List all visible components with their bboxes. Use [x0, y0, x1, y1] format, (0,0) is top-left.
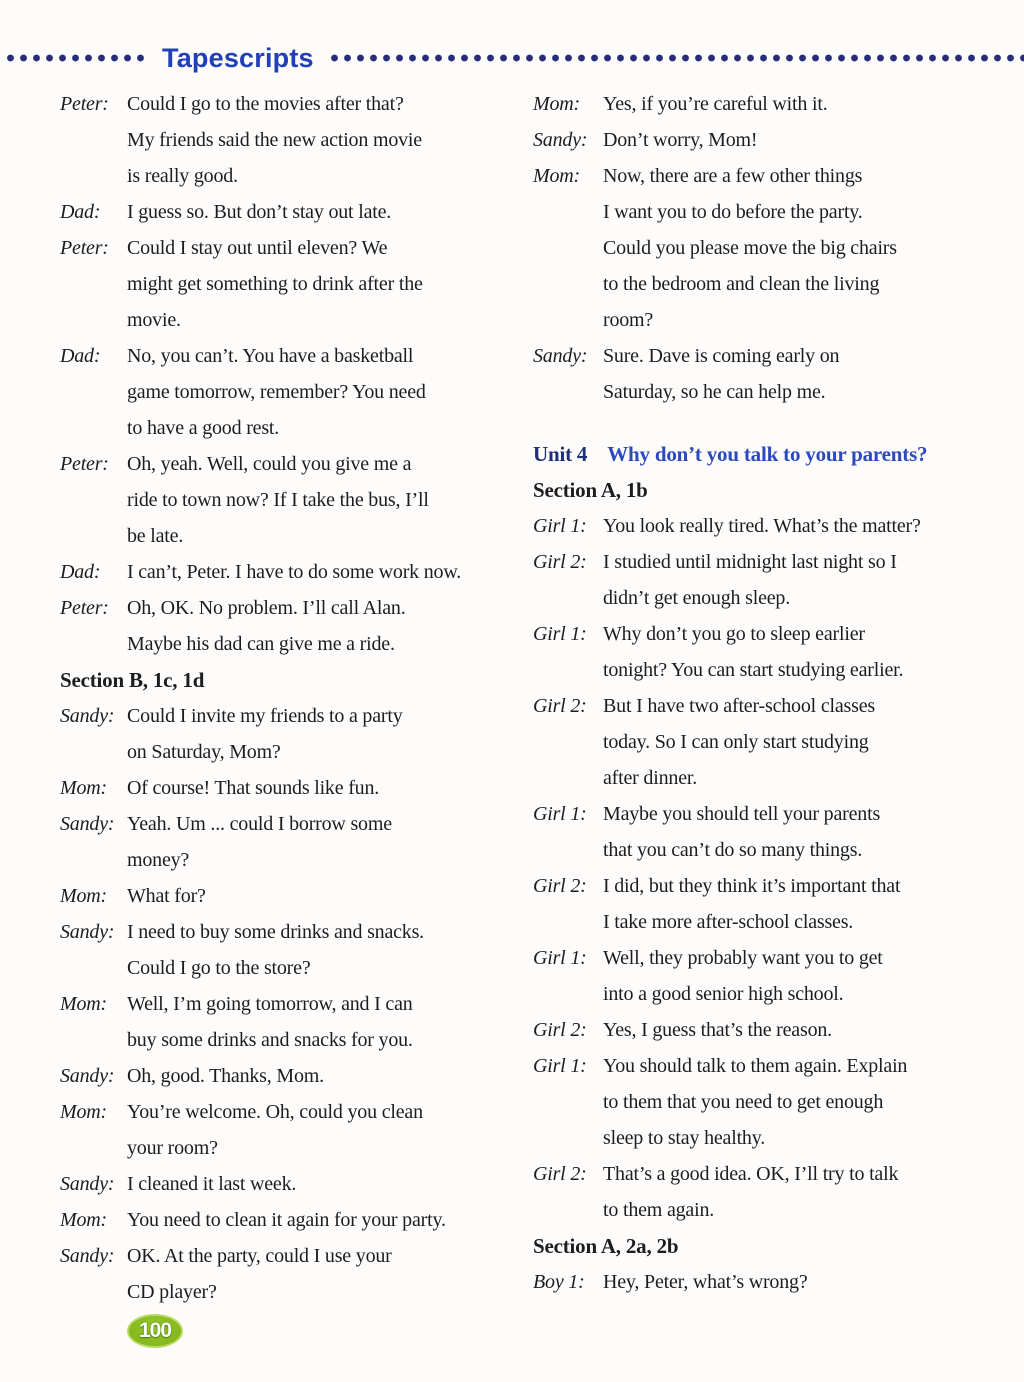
- dialog-line: on Saturday, Mom?: [127, 741, 281, 763]
- dialog-line: Saturday, so he can help me.: [603, 381, 826, 403]
- dialog-lines: [603, 1156, 1003, 1228]
- dialog-turn: [60, 698, 508, 770]
- dialog-lines: [127, 194, 508, 230]
- speaker-label: Girl 1:: [533, 623, 587, 645]
- right-column: [533, 86, 1003, 1300]
- dialog-line: after dinner.: [603, 767, 698, 789]
- dialog-line: My friends said the new action movie: [127, 129, 422, 151]
- page-title: Tapescripts: [162, 42, 314, 73]
- dialog-lines: [603, 940, 1003, 1012]
- dialog-turn: [60, 230, 508, 338]
- dialog-turn: [533, 796, 1003, 868]
- dialog-line: I need to buy some drinks and snacks.: [127, 921, 424, 943]
- dialog-lines: [603, 1048, 1003, 1156]
- speaker-label: Peter:: [60, 237, 109, 259]
- dialog-turn: [60, 194, 508, 230]
- section-heading: Section B, 1c, 1d: [60, 668, 205, 692]
- speaker-label: Girl 2:: [533, 695, 587, 717]
- dialog-lines: [127, 1202, 508, 1238]
- dialog-turn: [533, 616, 1003, 688]
- speaker-label: Girl 1:: [533, 803, 587, 825]
- speaker-label: Mom:: [60, 1209, 107, 1231]
- dialog-lines: [127, 590, 508, 662]
- speaker-label: Girl 2:: [533, 875, 587, 897]
- dialog-line: Could you please move the big chairs: [603, 237, 897, 259]
- dialog-turn: [60, 446, 508, 554]
- dialog-lines: [603, 122, 1003, 158]
- dialog-turn: [60, 914, 508, 986]
- dialog-turn: [60, 590, 508, 662]
- column-spacer: [533, 410, 1003, 436]
- dialog-line: I want you to do before the party.: [603, 201, 863, 223]
- page-header: [4, 42, 1024, 74]
- unit-heading: [533, 436, 1003, 472]
- dialog-turn: [533, 1264, 1003, 1300]
- dialog-line: money?: [127, 849, 190, 871]
- unit-number: Unit 4: [533, 442, 588, 466]
- speaker-label: Girl 2:: [533, 551, 587, 573]
- left-column: [60, 86, 508, 1310]
- speaker-label: Sandy:: [60, 921, 115, 943]
- speaker-label: Girl 1:: [533, 1055, 587, 1077]
- dialog-turn: [533, 122, 1003, 158]
- dialog-line: Could I go to the movies after that?: [127, 93, 404, 115]
- unit-title: Why don’t you talk to your parents?: [607, 442, 928, 466]
- dialog-line: Don’t worry, Mom!: [603, 129, 758, 151]
- dialog-lines: [603, 86, 1003, 122]
- dialog-line: OK. At the party, could I use your: [127, 1245, 392, 1267]
- dialog-line: Yes, if you’re careful with it.: [603, 93, 828, 115]
- speaker-label: Mom:: [60, 993, 107, 1015]
- dialog-line: Could I go to the store?: [127, 957, 311, 979]
- dialog-line: to them that you need to get enough: [603, 1091, 884, 1113]
- dialog-line: Well, they probably want you to get: [603, 947, 883, 969]
- speaker-label: Mom:: [60, 1101, 107, 1123]
- dialog-line: You should talk to them again. Explain: [603, 1055, 908, 1077]
- dialog-lines: [127, 1238, 508, 1310]
- dialog-line: What for?: [127, 885, 206, 907]
- dialog-turn: [60, 878, 508, 914]
- dialog-line: I did, but they think it’s important that: [603, 875, 901, 897]
- dialog-line: game tomorrow, remember? You need: [127, 381, 426, 403]
- dialog-line: Could I invite my friends to a party: [127, 705, 403, 727]
- speaker-label: Girl 2:: [533, 1019, 587, 1041]
- dialog-line: be late.: [127, 525, 184, 547]
- dialog-line: I take more after-school classes.: [603, 911, 854, 933]
- dialog-lines: [127, 986, 508, 1058]
- dialog-turn: [60, 1238, 508, 1310]
- dialog-turn: [60, 86, 508, 194]
- dialog-line: Yes, I guess that’s the reason.: [603, 1019, 832, 1041]
- dotted-rule-left: [4, 53, 146, 63]
- speaker-label: Sandy:: [533, 345, 588, 367]
- dialog-line: buy some drinks and snacks for you.: [127, 1029, 413, 1051]
- dialog-lines: [127, 446, 508, 554]
- dialog-line: I guess so. But don’t stay out late.: [127, 201, 392, 223]
- speaker-label: Boy 1:: [533, 1271, 585, 1293]
- speaker-label: Peter:: [60, 453, 109, 475]
- dialog-turn: [533, 86, 1003, 122]
- speaker-label: Sandy:: [60, 1245, 115, 1267]
- dialog-lines: [127, 338, 508, 446]
- dialog-line: room?: [603, 309, 654, 331]
- speaker-label: Peter:: [60, 93, 109, 115]
- dialog-lines: [127, 914, 508, 986]
- dialog-line: You look really tired. What’s the matter?: [603, 515, 921, 537]
- dialog-line: Well, I’m going tomorrow, and I can: [127, 993, 413, 1015]
- dialog-line: Oh, yeah. Well, could you give me a: [127, 453, 412, 475]
- speaker-label: Dad:: [60, 201, 101, 223]
- speaker-label: Dad:: [60, 345, 101, 367]
- dialog-turn: [60, 770, 508, 806]
- speaker-label: Girl 2:: [533, 1163, 587, 1185]
- dialog-turn: [533, 508, 1003, 544]
- dialog-line: didn’t get enough sleep.: [603, 587, 791, 609]
- dialog-turn: [533, 158, 1003, 338]
- dialog-turn: [60, 1058, 508, 1094]
- dotted-rule-right: [328, 53, 1024, 63]
- dialog-line: I can’t, Peter. I have to do some work now.: [127, 561, 462, 583]
- page-number-badge: 100: [127, 1314, 183, 1348]
- speaker-label: Mom:: [533, 165, 580, 187]
- speaker-label: Sandy:: [533, 129, 588, 151]
- speaker-label: Sandy:: [60, 813, 115, 835]
- dialog-line: But I have two after-school classes: [603, 695, 875, 717]
- dialog-line: Why don’t you go to sleep earlier: [603, 623, 865, 645]
- dialog-turn: [60, 986, 508, 1058]
- dialog-lines: [127, 1166, 508, 1202]
- dialog-line: is really good.: [127, 165, 238, 187]
- dialog-lines: [603, 688, 1003, 796]
- dialog-line: Yeah. Um ... could I borrow some: [127, 813, 392, 835]
- dialog-lines: [127, 878, 508, 914]
- section-heading: Section A, 2a, 2b: [533, 1234, 679, 1258]
- dialog-turn: [533, 1048, 1003, 1156]
- dialog-line: that you can’t do so many things.: [603, 839, 863, 861]
- dialog-line: Maybe you should tell your parents: [603, 803, 881, 825]
- dialog-turn: [533, 688, 1003, 796]
- dialog-line: CD player?: [127, 1281, 217, 1303]
- section-heading: Section A, 1b: [533, 478, 648, 502]
- speaker-label: Mom:: [60, 777, 107, 799]
- dialog-line: Sure. Dave is coming early on: [603, 345, 840, 367]
- dialog-line: That’s a good idea. OK, I’ll try to talk: [603, 1163, 899, 1185]
- dialog-lines: [127, 806, 508, 878]
- dialog-turn: [533, 868, 1003, 940]
- dialog-turn: [533, 1012, 1003, 1048]
- speaker-label: Mom:: [60, 885, 107, 907]
- dialog-turn: [60, 554, 508, 590]
- dialog-lines: [127, 554, 508, 590]
- dialog-line: I studied until midnight last night so I: [603, 551, 897, 573]
- dialog-turn: [60, 1166, 508, 1202]
- dialog-line: into a good senior high school.: [603, 983, 844, 1005]
- dialog-lines: [603, 1012, 1003, 1048]
- dialog-turn: [533, 338, 1003, 410]
- speaker-label: Mom:: [533, 93, 580, 115]
- dialog-lines: [127, 698, 508, 770]
- dialog-line: your room?: [127, 1137, 218, 1159]
- dialog-turn: [60, 1202, 508, 1238]
- dialog-turn: [533, 1156, 1003, 1228]
- dialog-lines: [603, 796, 1003, 868]
- dialog-lines: [603, 616, 1003, 688]
- dialog-lines: [127, 770, 508, 806]
- speaker-label: Sandy:: [60, 1065, 115, 1087]
- dialog-lines: [127, 1094, 508, 1166]
- dialog-lines: [603, 544, 1003, 616]
- dialog-turn: [533, 544, 1003, 616]
- dialog-turn: [60, 806, 508, 878]
- dialog-lines: [603, 158, 1003, 338]
- dialog-line: You need to clean it again for your party.: [127, 1209, 446, 1231]
- dialog-line: to have a good rest.: [127, 417, 280, 439]
- dialog-line: ride to town now? If I take the bus, I’ll: [127, 489, 429, 511]
- dialog-turn: [533, 940, 1003, 1012]
- dialog-line: might get something to drink after the: [127, 273, 423, 295]
- dialog-line: Of course! That sounds like fun.: [127, 777, 380, 799]
- dialog-line: tonight? You can start studying earlier.: [603, 659, 904, 681]
- dialog-lines: [603, 868, 1003, 940]
- dialog-line: Now, there are a few other things: [603, 165, 863, 187]
- dialog-line: to them again.: [603, 1199, 715, 1221]
- dialog-line: Could I stay out until eleven? We: [127, 237, 388, 259]
- dialog-line: I cleaned it last week.: [127, 1173, 297, 1195]
- speaker-label: Sandy:: [60, 705, 115, 727]
- dialog-line: Oh, good. Thanks, Mom.: [127, 1065, 324, 1087]
- dialog-line: today. So I can only start studying: [603, 731, 869, 753]
- dialog-line: Hey, Peter, what’s wrong?: [603, 1271, 808, 1293]
- speaker-label: Peter:: [60, 597, 109, 619]
- dialog-line: movie.: [127, 309, 181, 331]
- dialog-line: Oh, OK. No problem. I’ll call Alan.: [127, 597, 406, 619]
- dialog-turn: [60, 338, 508, 446]
- speaker-label: Girl 1:: [533, 947, 587, 969]
- dialog-line: Maybe his dad can give me a ride.: [127, 633, 395, 655]
- dialog-line: sleep to stay healthy.: [603, 1127, 766, 1149]
- dialog-lines: [127, 230, 508, 338]
- dialog-lines: [127, 86, 508, 194]
- dialog-line: No, you can’t. You have a basketball: [127, 345, 414, 367]
- dialog-lines: [603, 508, 1003, 544]
- speaker-label: Dad:: [60, 561, 101, 583]
- dialog-lines: [603, 1264, 1003, 1300]
- dialog-line: You’re welcome. Oh, could you clean: [127, 1101, 423, 1123]
- dialog-lines: [603, 338, 1003, 410]
- dialog-lines: [127, 1058, 508, 1094]
- speaker-label: Sandy:: [60, 1173, 115, 1195]
- dialog-turn: [60, 1094, 508, 1166]
- speaker-label: Girl 1:: [533, 515, 587, 537]
- dialog-line: to the bedroom and clean the living: [603, 273, 880, 295]
